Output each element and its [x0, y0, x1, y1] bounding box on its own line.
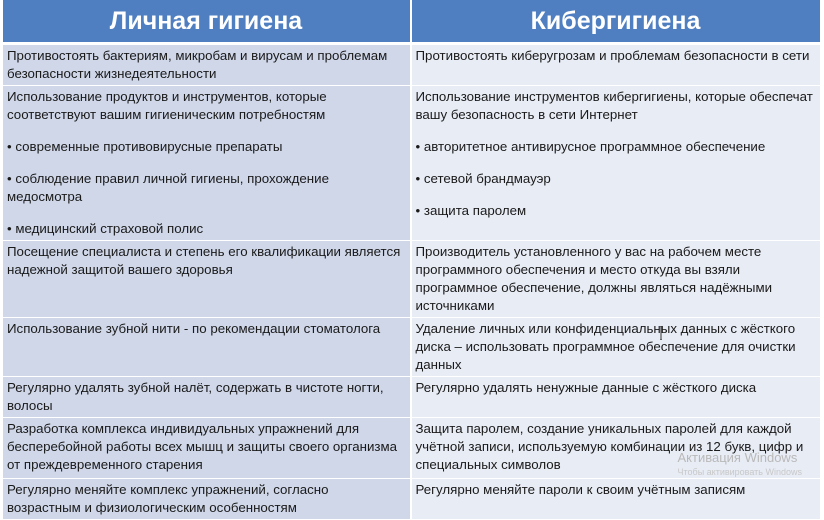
- cell-cyber: Защита паролем, создание уникальных паролей для каждой учётной записи, используемую комбинации из 12 букв, цифр и специальных символов: [411, 418, 821, 479]
- list-item: • защита паролем: [416, 202, 817, 220]
- windows-activation-watermark: [678, 450, 802, 480]
- header-row: [3, 0, 821, 44]
- watermark-subtitle: Чтобы активировать Windows: [677, 467, 802, 477]
- cell-cyber: Удаление личных или конфиденциальных данных с жёсткого диска – использовать программное обеспечение для очистки данных: [411, 318, 821, 377]
- list-item: • авторитетное антивирусное программное обеспечение: [416, 138, 817, 156]
- header-cyber-hygiene: Кибергигиена: [411, 0, 821, 44]
- list-item: • сетевой брандмауэр: [416, 170, 817, 188]
- list-item: • медицинский страховой полис: [7, 220, 406, 238]
- mouse-cursor-icon: [660, 326, 666, 340]
- cell-cyber: Противостоять киберугрозам и проблемам безопасности в сети: [411, 44, 821, 86]
- table-row: [3, 377, 821, 418]
- cell-personal: Регулярно меняйте комплекс упражнений, согласно возрастным и физиологическим особенностям: [3, 479, 411, 520]
- table-row: [3, 86, 821, 241]
- comparison-table: [2, 0, 822, 520]
- table-row: [3, 318, 821, 377]
- watermark-title: Активация Windows: [677, 450, 798, 465]
- cell-text: Использование инструментов кибергигиены, которые обеспечат вашу безопасность в сети Интернет: [415, 89, 813, 122]
- cell-cyber: Регулярно меняйте пароли к своим учётным записям: [411, 479, 821, 520]
- header-personal-hygiene: Личная гигиена: [3, 0, 411, 44]
- cell-personal: Регулярно удалять зубной налёт, содержать в чистоте ногти, волосы: [3, 377, 411, 418]
- cell-personal: [3, 86, 411, 241]
- cell-cyber: [411, 86, 821, 241]
- table-row: [3, 241, 821, 318]
- cell-personal: Противостоять бактериям, микробам и вирусам и проблемам безопасности жизнедеятельности: [3, 44, 411, 86]
- list-item: • соблюдение правил личной гигиены, прохождение медосмотра: [7, 170, 406, 206]
- cell-cyber: Производитель установленного у вас на рабочем месте программного обеспечения и место откуда вы взяли программное обеспечение, должны являться надёжными источниками: [411, 241, 821, 318]
- list-item: • современные противовирусные препараты: [7, 138, 406, 156]
- cell-cyber: Регулярно удалять ненужные данные с жёсткого диска: [411, 377, 821, 418]
- table-row: [3, 44, 821, 86]
- cell-personal: Посещение специалиста и степень его квалификации является надежной защитой вашего здоровья: [3, 241, 411, 318]
- cell-personal: Разработка комплекса индивидуальных упражнений для бесперебойной работы всех мышц и защиты своего организма от преждевременного старения: [3, 418, 411, 479]
- table-row: [3, 479, 821, 520]
- cell-personal: Использование зубной нити - по рекомендации стоматолога: [3, 318, 411, 377]
- cell-text: Использование продуктов и инструментов, которые соответствуют вашим гигиеническим потребностям: [7, 89, 327, 122]
